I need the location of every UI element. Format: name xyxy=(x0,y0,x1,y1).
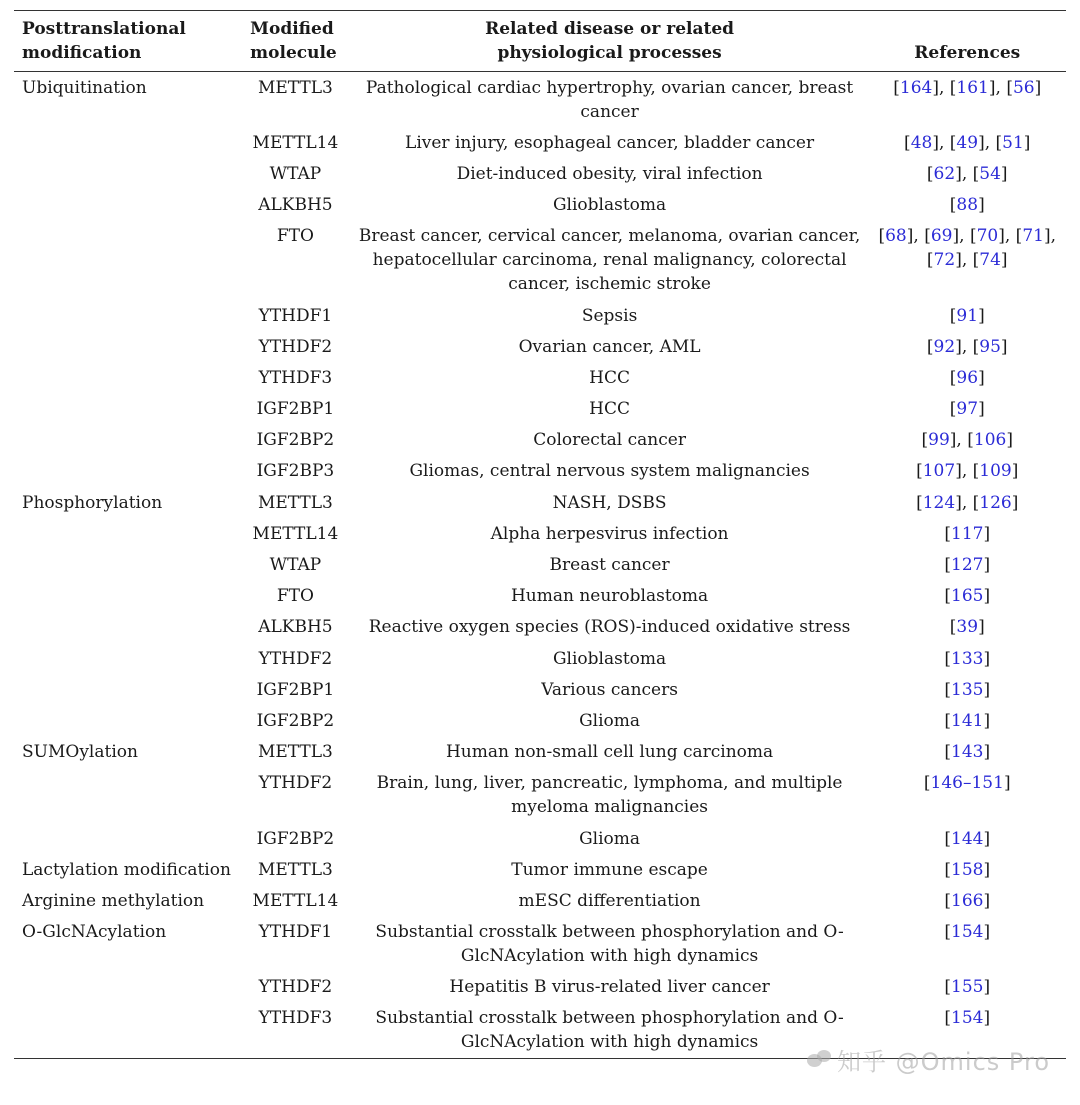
ref-bracket: [ xyxy=(944,648,952,669)
table-row xyxy=(14,394,1066,425)
disease-cell: Substantial crosstalk between phosphorylation and O-GlcNAcylation with high dynamics xyxy=(375,1008,844,1053)
reference-link[interactable]: 56 xyxy=(1012,77,1035,98)
table-row xyxy=(14,972,1066,1003)
header-molecule-line2: molecule xyxy=(250,43,337,63)
table-row xyxy=(14,917,1066,972)
ref-separator: , xyxy=(961,250,973,271)
disease-cell: Breast cancer xyxy=(549,555,670,576)
molecule-cell: FTO xyxy=(276,226,314,247)
reference-link[interactable]: 68 xyxy=(885,226,907,247)
references-cell xyxy=(868,549,1066,580)
ptm-cell xyxy=(14,768,240,823)
ref-bracket: [ xyxy=(949,195,957,216)
references-cell xyxy=(868,643,1066,674)
ref-separator: , xyxy=(938,77,950,98)
ref-bracket: ] xyxy=(978,399,985,420)
molecule-cell: ALKBH5 xyxy=(258,195,333,216)
ptm-cell xyxy=(14,612,240,643)
table-row xyxy=(14,158,1066,189)
ref-bracket: [ xyxy=(944,922,952,943)
ref-bracket: ] xyxy=(955,492,962,513)
ref-bracket: [ xyxy=(949,305,957,326)
ref-bracket: ] xyxy=(978,367,985,388)
ref-separator: , xyxy=(961,461,973,482)
ref-bracket: ] xyxy=(1011,461,1019,482)
ref-bracket: ] xyxy=(1000,336,1008,357)
ref-bracket: [ xyxy=(924,226,931,247)
ref-bracket: [ xyxy=(972,163,980,184)
table-row xyxy=(14,854,1066,885)
ref-separator: , xyxy=(956,430,968,451)
table-row xyxy=(14,362,1066,393)
ref-bracket: [ xyxy=(995,132,1003,153)
ref-bracket: ] xyxy=(983,523,991,544)
disease-cell: Breast cancer, cervical cancer, melanoma, ovarian cancer, hepatocellular carcinoma, renal malignancy, colorectal cancer, ischemic stroke xyxy=(358,226,861,295)
disease-cell: Alpha herpesvirus infection xyxy=(490,523,729,544)
reference-link[interactable]: 72 xyxy=(933,250,956,271)
ptm-cell xyxy=(14,127,240,158)
molecule-cell: IGF2BP1 xyxy=(256,679,335,700)
references-cell xyxy=(868,674,1066,705)
ref-bracket: [ xyxy=(944,859,952,880)
reference-link[interactable]: 62 xyxy=(933,163,956,184)
ref-bracket: [ xyxy=(949,77,957,98)
disease-cell: Hepatitis B virus-related liver cancer xyxy=(449,977,770,998)
references-cell xyxy=(868,518,1066,549)
ref-bracket: ] xyxy=(978,195,985,216)
ref-bracket: [ xyxy=(972,461,980,482)
ref-bracket: [ xyxy=(972,250,980,271)
table-row xyxy=(14,456,1066,487)
molecule-cell: YTHDF1 xyxy=(258,305,333,326)
reference-link[interactable]: 127 xyxy=(951,555,984,576)
reference-link[interactable]: 99 xyxy=(928,430,950,451)
molecule-cell: YTHDF2 xyxy=(258,336,333,357)
ref-bracket: ] xyxy=(978,617,985,638)
references-cell xyxy=(868,705,1066,736)
table-row xyxy=(14,768,1066,823)
molecule-cell: YTHDF1 xyxy=(258,922,333,943)
references-cell xyxy=(868,72,1066,128)
reference-link[interactable]: 141 xyxy=(951,710,984,731)
molecule-cell: IGF2BP2 xyxy=(256,430,335,451)
reference-link[interactable]: 154 xyxy=(951,1008,984,1029)
ref-bracket: [ xyxy=(972,492,980,513)
reference-link[interactable]: 48 xyxy=(910,132,933,153)
reference-link[interactable]: 92 xyxy=(933,336,956,357)
header-ptm-line2: modification xyxy=(22,43,142,63)
ref-bracket: [ xyxy=(944,1008,952,1029)
table-row xyxy=(14,331,1066,362)
disease-cell: Ovarian cancer, AML xyxy=(518,336,701,357)
reference-link[interactable]: 124 xyxy=(922,492,956,513)
disease-cell: Brain, lung, liver, pancreatic, lymphoma, and multiple myeloma malignancies xyxy=(376,773,843,818)
ref-bracket: ] xyxy=(955,250,962,271)
references-cell xyxy=(868,300,1066,331)
ref-bracket: ] xyxy=(983,859,991,880)
ref-bracket: ] xyxy=(983,922,991,943)
ref-bracket: ] xyxy=(1034,77,1042,98)
watermark-text: 知乎 @Omics Pro xyxy=(837,1048,1050,1076)
molecule-cell: FTO xyxy=(276,586,314,607)
ref-bracket: ] xyxy=(983,555,991,576)
disease-cell: Pathological cardiac hypertrophy, ovarian cancer, breast cancer xyxy=(365,77,854,122)
table-row xyxy=(14,885,1066,916)
ref-bracket: ] xyxy=(978,132,985,153)
references-cell xyxy=(868,127,1066,158)
ref-bracket: ] xyxy=(1000,163,1008,184)
header-ptm xyxy=(14,11,240,72)
ref-bracket: ] xyxy=(1000,250,1008,271)
references-cell xyxy=(868,612,1066,643)
molecule-cell: IGF2BP1 xyxy=(256,399,335,420)
reference-link[interactable]: 49 xyxy=(956,132,979,153)
reference-link[interactable]: 135 xyxy=(951,679,984,700)
ref-bracket: ] xyxy=(1011,492,1019,513)
disease-cell: Diet-induced obesity, viral infection xyxy=(456,163,763,184)
ref-separator: , xyxy=(961,163,973,184)
ref-bracket: [ xyxy=(916,461,923,482)
ref-bracket: ] xyxy=(1043,226,1051,247)
table-row xyxy=(14,643,1066,674)
ref-bracket: ] xyxy=(988,77,996,98)
disease-cell: Sepsis xyxy=(581,305,638,326)
ref-separator: , xyxy=(984,132,996,153)
ptm-cell: Lactylation modification xyxy=(22,859,231,880)
ref-bracket: ] xyxy=(983,679,991,700)
ptm-table-container xyxy=(14,10,1066,1059)
ref-bracket: ] xyxy=(932,77,939,98)
ptm-cell xyxy=(14,190,240,221)
ref-separator: , xyxy=(1004,226,1016,247)
reference-link[interactable]: 143 xyxy=(951,742,984,763)
reference-link[interactable]: 144 xyxy=(951,828,984,849)
ref-bracket: [ xyxy=(949,399,957,420)
disease-cell: Human neuroblastoma xyxy=(510,586,709,607)
table-row xyxy=(14,127,1066,158)
reference-link[interactable]: 97 xyxy=(956,399,979,420)
references-cell xyxy=(868,331,1066,362)
table-row xyxy=(14,823,1066,854)
references-cell xyxy=(868,487,1066,518)
table-row xyxy=(14,487,1066,518)
table-row xyxy=(14,1003,1066,1059)
disease-cell: mESC differentiation xyxy=(518,890,701,911)
ptm-cell: Phosphorylation xyxy=(22,492,163,513)
ref-separator: , xyxy=(961,492,973,513)
reference-link[interactable]: 95 xyxy=(979,336,1001,357)
ref-bracket: [ xyxy=(923,773,931,794)
molecule-cell: YTHDF2 xyxy=(258,773,333,794)
disease-cell: Reactive oxygen species (ROS)-induced oxidative stress xyxy=(368,617,851,638)
ref-bracket: ] xyxy=(983,710,991,731)
reference-link[interactable]: 154 xyxy=(951,922,984,943)
ref-separator: , xyxy=(913,226,925,247)
ref-bracket: ] xyxy=(983,648,991,669)
disease-cell: Glioma xyxy=(579,710,641,731)
reference-link[interactable]: 158 xyxy=(951,859,984,880)
ref-bracket: [ xyxy=(944,977,952,998)
references-cell xyxy=(868,1003,1066,1059)
ref-bracket: ] xyxy=(978,305,985,326)
ref-bracket: [ xyxy=(926,163,934,184)
ref-bracket: ] xyxy=(998,226,1005,247)
header-disease-line1: Related disease or related xyxy=(485,19,735,39)
ptm-cell: O-GlcNAcylation xyxy=(22,922,167,943)
ref-bracket: ] xyxy=(983,977,991,998)
table-row xyxy=(14,425,1066,456)
ref-bracket: [ xyxy=(944,586,952,607)
references-cell xyxy=(868,394,1066,425)
reference-link[interactable]: 155 xyxy=(951,977,984,998)
ref-separator: , xyxy=(1050,226,1056,247)
molecule-cell: IGF2BP2 xyxy=(256,828,335,849)
ref-bracket: [ xyxy=(949,367,957,388)
reference-link[interactable]: 146–151 xyxy=(930,773,1004,794)
ref-bracket: [ xyxy=(916,492,923,513)
reference-link[interactable]: 91 xyxy=(956,305,979,326)
references-cell xyxy=(868,221,1066,300)
table-row xyxy=(14,549,1066,580)
ref-separator: , xyxy=(995,77,1007,98)
ptm-cell xyxy=(14,331,240,362)
ref-bracket: ] xyxy=(955,336,962,357)
ref-bracket: [ xyxy=(949,617,957,638)
header-ptm-line1: Posttranslational xyxy=(22,19,186,39)
ptm-cell xyxy=(14,674,240,705)
reference-link[interactable]: 71 xyxy=(1022,226,1044,247)
table-row xyxy=(14,518,1066,549)
reference-link[interactable]: 164 xyxy=(899,77,933,98)
references-cell xyxy=(868,972,1066,1003)
reference-link[interactable]: 88 xyxy=(956,195,979,216)
ref-bracket: ] xyxy=(1006,430,1013,451)
molecule-cell: METTL3 xyxy=(257,77,333,98)
ptm-cell xyxy=(14,456,240,487)
table-row xyxy=(14,300,1066,331)
molecule-cell: YTHDF2 xyxy=(258,648,333,669)
ptm-cell xyxy=(14,425,240,456)
references-cell xyxy=(868,737,1066,768)
disease-cell: HCC xyxy=(589,399,630,420)
references-cell xyxy=(868,456,1066,487)
disease-cell: Colorectal cancer xyxy=(533,430,686,451)
molecule-cell: YTHDF2 xyxy=(258,977,333,998)
table-row xyxy=(14,190,1066,221)
ptm-table xyxy=(14,10,1066,1059)
references-cell xyxy=(868,823,1066,854)
reference-link[interactable]: 96 xyxy=(956,367,979,388)
molecule-cell: METTL14 xyxy=(252,132,339,153)
ptm-cell xyxy=(14,221,240,300)
disease-cell: Glioblastoma xyxy=(552,648,667,669)
ptm-cell xyxy=(14,823,240,854)
reference-link[interactable]: 39 xyxy=(956,617,979,638)
ref-bracket: [ xyxy=(967,430,974,451)
header-references-label: References xyxy=(914,43,1021,63)
molecule-cell: IGF2BP2 xyxy=(256,710,335,731)
ptm-cell xyxy=(14,362,240,393)
ref-separator: , xyxy=(959,226,970,247)
ptm-cell xyxy=(14,549,240,580)
reference-link[interactable]: 54 xyxy=(979,163,1001,184)
disease-cell: Liver injury, esophageal cancer, bladder cancer xyxy=(405,132,815,153)
header-disease xyxy=(351,11,869,72)
references-cell xyxy=(868,768,1066,823)
ref-bracket: ] xyxy=(955,163,962,184)
table-row xyxy=(14,674,1066,705)
references-cell xyxy=(868,362,1066,393)
molecule-cell: YTHDF3 xyxy=(258,367,333,388)
ptm-cell xyxy=(14,158,240,189)
ref-separator: , xyxy=(938,132,950,153)
ref-bracket: [ xyxy=(926,250,934,271)
ref-bracket: ] xyxy=(983,828,991,849)
ref-bracket: ] xyxy=(983,586,991,607)
table-row xyxy=(14,72,1066,128)
ref-bracket: [ xyxy=(949,132,957,153)
ref-bracket: [ xyxy=(1015,226,1023,247)
table-header xyxy=(14,11,1066,72)
ref-bracket: ] xyxy=(983,742,991,763)
ptm-cell: Ubiquitination xyxy=(22,77,147,98)
disease-cell: NASH, DSBS xyxy=(552,492,667,513)
ref-bracket: [ xyxy=(926,336,934,357)
header-molecule-line1: Modified xyxy=(250,19,334,39)
ref-bracket: [ xyxy=(944,555,952,576)
references-cell xyxy=(868,885,1066,916)
references-cell xyxy=(868,581,1066,612)
ref-bracket: [ xyxy=(944,710,952,731)
disease-cell: Glioblastoma xyxy=(552,195,667,216)
ptm-cell xyxy=(14,1003,240,1059)
reference-link[interactable]: 106 xyxy=(973,430,1007,451)
ptm-cell xyxy=(14,394,240,425)
molecule-cell: METTL3 xyxy=(257,742,333,763)
references-cell xyxy=(868,158,1066,189)
table-row xyxy=(14,221,1066,300)
header-row xyxy=(14,11,1066,72)
ref-bracket: ] xyxy=(955,461,962,482)
table-row xyxy=(14,737,1066,768)
ref-separator: , xyxy=(961,336,973,357)
references-cell xyxy=(868,917,1066,972)
molecule-cell: METTL14 xyxy=(252,890,339,911)
molecule-cell: ALKBH5 xyxy=(258,617,333,638)
table-row xyxy=(14,581,1066,612)
ptm-cell xyxy=(14,972,240,1003)
ref-bracket: ] xyxy=(983,890,991,911)
disease-cell: Substantial crosstalk between phosphorylation and O-GlcNAcylation with high dynamics xyxy=(375,922,844,967)
reference-link[interactable]: 117 xyxy=(951,523,984,544)
ref-bracket: ] xyxy=(932,132,939,153)
ref-bracket: ] xyxy=(983,1008,991,1029)
ref-bracket: [ xyxy=(904,132,911,153)
reference-link[interactable]: 107 xyxy=(922,461,956,482)
molecule-cell: METTL3 xyxy=(257,492,333,513)
disease-cell: HCC xyxy=(589,367,630,388)
molecule-cell: WTAP xyxy=(269,555,322,576)
reference-link[interactable]: 109 xyxy=(979,461,1012,482)
ref-bracket: [ xyxy=(893,77,900,98)
header-molecule xyxy=(240,11,351,72)
ptm-cell xyxy=(14,581,240,612)
ref-bracket: [ xyxy=(944,679,952,700)
table-row xyxy=(14,612,1066,643)
ref-bracket: [ xyxy=(878,226,886,247)
references-cell xyxy=(868,854,1066,885)
ref-bracket: [ xyxy=(944,742,952,763)
ptm-cell xyxy=(14,705,240,736)
reference-link[interactable]: 69 xyxy=(930,226,953,247)
ref-bracket: [ xyxy=(969,226,977,247)
references-cell xyxy=(868,190,1066,221)
ref-bracket: [ xyxy=(944,890,952,911)
ref-bracket: ] xyxy=(1023,132,1031,153)
reference-link[interactable]: 74 xyxy=(979,250,1001,271)
ref-bracket: ] xyxy=(1003,773,1011,794)
references-cell xyxy=(868,425,1066,456)
reference-link[interactable]: 126 xyxy=(979,492,1012,513)
ref-bracket: [ xyxy=(944,828,952,849)
table-row xyxy=(14,705,1066,736)
reference-link[interactable]: 166 xyxy=(951,890,984,911)
table-body xyxy=(14,72,1066,1059)
header-references xyxy=(868,11,1066,72)
disease-cell: Human non-small cell lung carcinoma xyxy=(445,742,774,763)
ref-bracket: [ xyxy=(944,523,952,544)
disease-cell: Tumor immune escape xyxy=(511,859,708,880)
ptm-cell xyxy=(14,518,240,549)
reference-link[interactable]: 133 xyxy=(951,648,984,669)
molecule-cell: METTL14 xyxy=(252,523,339,544)
reference-link[interactable]: 165 xyxy=(951,586,984,607)
molecule-cell: METTL3 xyxy=(257,859,333,880)
molecule-cell: WTAP xyxy=(269,163,322,184)
molecule-cell: IGF2BP3 xyxy=(256,461,335,482)
ref-bracket: ] xyxy=(949,430,957,451)
ptm-cell xyxy=(14,643,240,674)
ref-bracket: [ xyxy=(1006,77,1013,98)
ref-bracket: [ xyxy=(972,336,980,357)
disease-cell: Gliomas, central nervous system malignancies xyxy=(409,461,810,482)
ptm-cell xyxy=(14,300,240,331)
header-disease-line2: physiological processes xyxy=(497,43,722,63)
ptm-cell: Arginine methylation xyxy=(22,890,205,911)
reference-link[interactable]: 161 xyxy=(956,77,989,98)
reference-link[interactable]: 51 xyxy=(1002,132,1024,153)
disease-cell: Glioma xyxy=(579,828,641,849)
ptm-cell: SUMOylation xyxy=(22,742,138,763)
molecule-cell: YTHDF3 xyxy=(258,1008,333,1029)
ref-bracket: ] xyxy=(952,226,960,247)
reference-link[interactable]: 70 xyxy=(976,226,999,247)
ref-bracket: ] xyxy=(906,226,914,247)
disease-cell: Various cancers xyxy=(541,679,678,700)
ref-bracket: [ xyxy=(921,430,929,451)
